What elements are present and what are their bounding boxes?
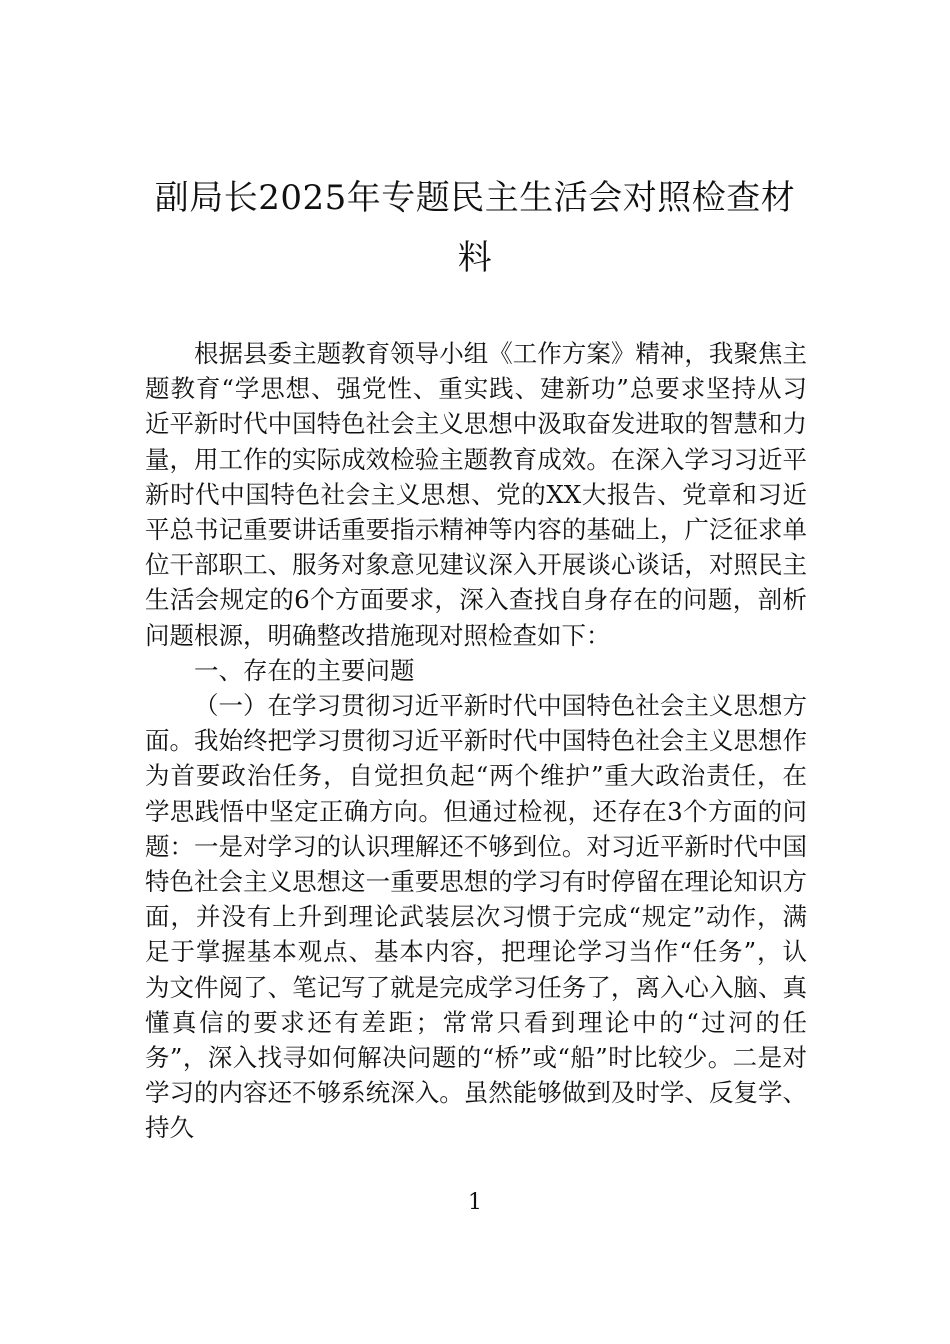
section-heading: 一、存在的主要问题 — [194, 655, 415, 685]
subsection-paragraph: （一）在学习贯彻习近平新时代中国特色社会主义思想方面。我始终把学习贯彻习近平新时代中国特色社会主义思想作为首要政治任务，自觉担负起“两个维护”重大政治责任，在学思践悟中坚定正确方向。但通过检视，还存在3个方面的问题：一是对学习的认识理解还不够到位。对习近平新时代中国特色社会主义思想这一重要思想的学习有时停留在理论知识方面，并没有上升到理论武装层次习惯于完成“规定”动作，满足于掌握基本观点、基本内容，把理论学习当作“任务”，认为文件阅了、笔记写了就是完成学习任务了，离入心入脑、真懂真信的要求还有差距；常常只看到理论中的“过河的任务”，深入找寻如何解决问题的“桥”或“船”时比较少。二是对学习的内容还不够系统深入。虽然能够做到及时学、反复学、持久 — [145, 691, 807, 1143]
page-number: 1 — [468, 1190, 482, 1215]
document-body — [145, 336, 807, 1146]
document-title: 副局长2025年专题民主生活会对照检查材料 — [154, 178, 796, 278]
intro-paragraph: 根据县委主题教育领导小组《工作方案》精神，我聚焦主题教育“学思想、强党性、重实践、建新功”总要求坚持从习近平新时代中国特色社会主义思想中汲取奋发进取的智慧和力量，用工作的实际成效检验主题教育成效。在深入学习习近平新时代中国特色社会主义思想、党的XX大报告、党章和习近平总书记重要讲话重要指示精神等内容的基础上，广泛征求单位干部职工、服务对象意见建议深入开展谈心谈话，对照民主生活会规定的6个方面要求，深入查找自身存在的问题，剖析问题根源，明确整改措施现对照检查如下： — [145, 339, 807, 650]
